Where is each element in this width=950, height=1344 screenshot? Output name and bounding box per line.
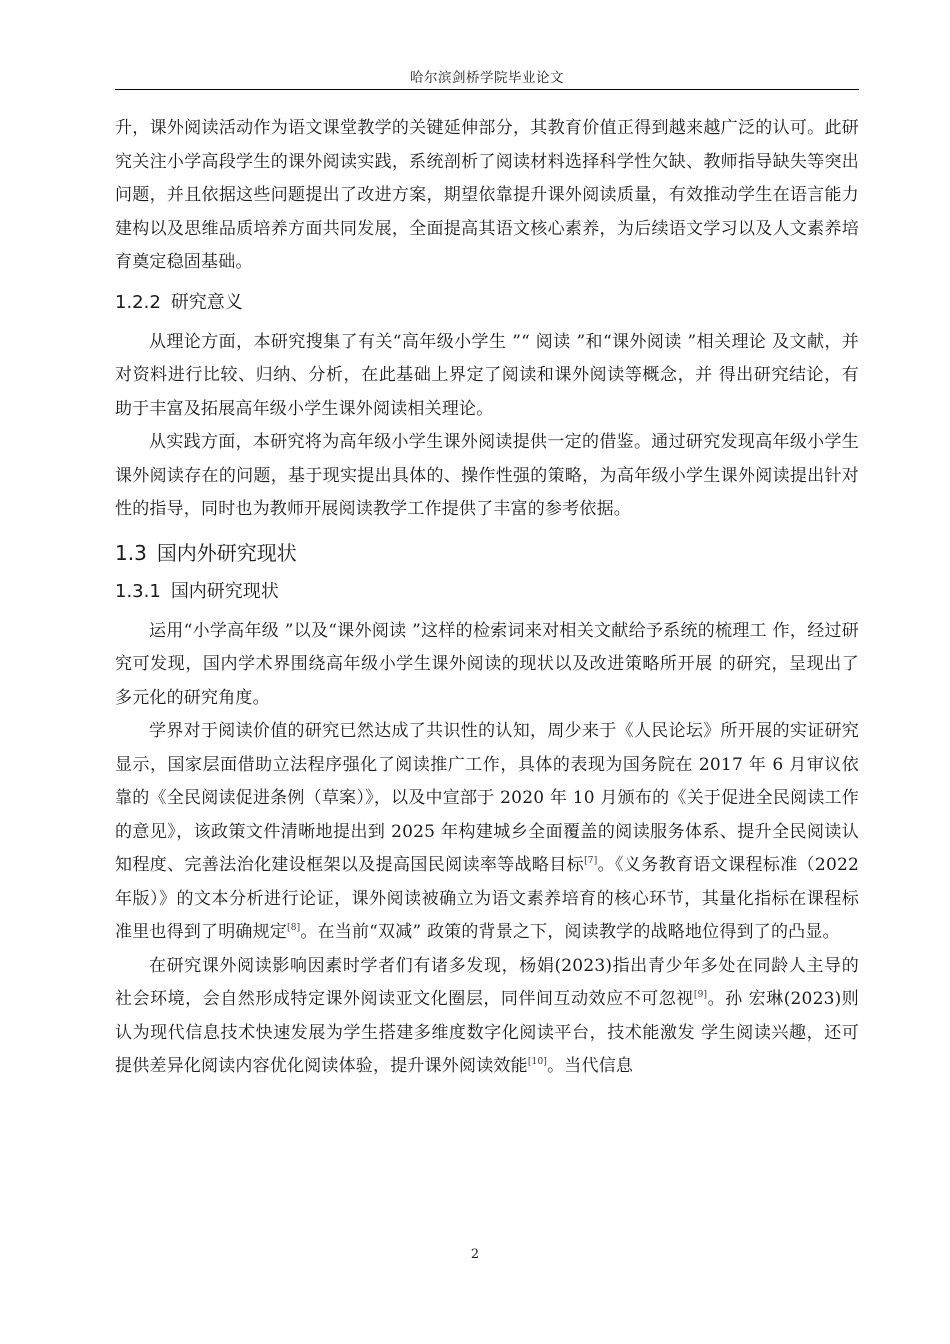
intro-paragraph: 升，课外阅读活动作为语文课堂教学的关键延伸部分，其教育价值正得到越来越广泛的认可。此研究关注小学高段学生的课外阅读实践，系统剖析了阅读材料选择科学性欠缺、教师指导缺失等突出问题，并且依据这些问题提出了改进方案，期望依靠提升课外阅读质量，有效推动学生在语言能力建构以及思维品质培养方面共同发展，全面提高其语文核心素养，为后续语文学习以及人文素养培育奠定稳固基础。 [115,118,859,272]
page-body [115,112,859,1084]
paragraph-influence-factors [115,950,859,1084]
section-number: 1.3.1 [115,580,161,602]
text-segment: 。在当前“双减” 政策的背景之下，阅读教学的战略地位得到了的凸显。 [300,922,840,942]
header-divider [115,89,859,90]
paragraph-search-terms: 运用“小学高年级 ”以及“课外阅读 ”这样的检索词来对相关文献给予系统的梳理工 作，经过研究可发现，国内学术界围绕高年级小学生课外阅读的现状以及改进策略所开展 的研究，呈现出了多元化的研究角度。 [115,620,859,708]
section-number: 1.2.2 [115,291,161,313]
text-segment: 在研究课外阅读影响因素时学者们有诸多发现，杨娟(2023)指出青少年多处在同龄人主导的社会环境，会自然形成特定课外阅读亚文化圈层，同伴间互动效应不可忽视 [115,955,859,1009]
paragraph-practice: 从实践方面，本研究将为高年级小学生课外阅读提供一定的借鉴。通过研究发现高年级小学生课外阅读存在的问题，基于现实提出具体的、操作性强的策略，为高年级小学生课外阅读提出针对性的指导，同时也为教师开展阅读教学工作提供了丰富的参考依据。 [115,432,859,519]
text-segment: 。当代信息 [547,1056,634,1076]
section-1-2-2-heading [115,288,859,318]
section-title: 研究意义 [170,291,243,313]
text-segment: 。孙 宏琳(2023)则认为现代信息技术快速发展为学生搭建多维度数字化阅读平台，技术能激发 学生阅读兴趣，还可提供差异化阅读内容优化阅读体验，提升课外阅读效能 [115,989,859,1076]
text-segment: 学界对于阅读价值的研究已然达成了共识性的认知，周少来于《人民论坛》所开展的实证研究显示，国家层面借助立法程序强化了阅读推广工作，具体的表现为国务院在 2017 年 6 月审议依靠的《全民阅读促进条例（草案）》，以及中宣部于 2020 年 10 月颁布的《关于促进全民阅读工作的意见》，该政策文件清晰地提出到 2025 年构建城乡全面覆盖的阅读服务体系、提升全民阅读认知程度、完善法治化建设框架以及提高国民阅读率等战略目标 [115,721,859,875]
page-header [115,66,859,86]
section-1-3-heading [115,537,859,569]
section-title: 国内研究现状 [170,580,279,602]
citation-ref[interactable]: [7] [584,856,598,866]
section-number: 1.3 [115,540,147,565]
paragraph-reading-value [115,715,859,950]
citation-ref[interactable]: [8] [287,923,301,933]
paragraph-theory: 从理论方面，本研究搜集了有关“高年级小学生 ”“ 阅读 ”和“课外阅读 ”相关理论 及文献，并对资料进行比较、归纳、分析，在此基础上界定了阅读和课外阅读等概念，并 得出研究结论，有助于丰富及拓展高年级小学生课外阅读相关理论。 [115,331,859,419]
text-segment: 。《义务教育语文课程标准（2022 年版）》的文本分析进行论证，课外阅读被确立为语文素养培育的核心环节，其量化指标在课程标准里也得到了明确规定 [115,855,859,942]
citation-ref[interactable]: [9] [693,990,708,1000]
citation-ref[interactable]: [10] [527,1057,548,1067]
section-title: 国内外研究现状 [156,540,297,565]
header-title: 哈尔滨剑桥学院毕业论文 [410,70,564,86]
page-number: 2 [470,1247,480,1262]
section-1-3-1-heading [115,577,859,607]
